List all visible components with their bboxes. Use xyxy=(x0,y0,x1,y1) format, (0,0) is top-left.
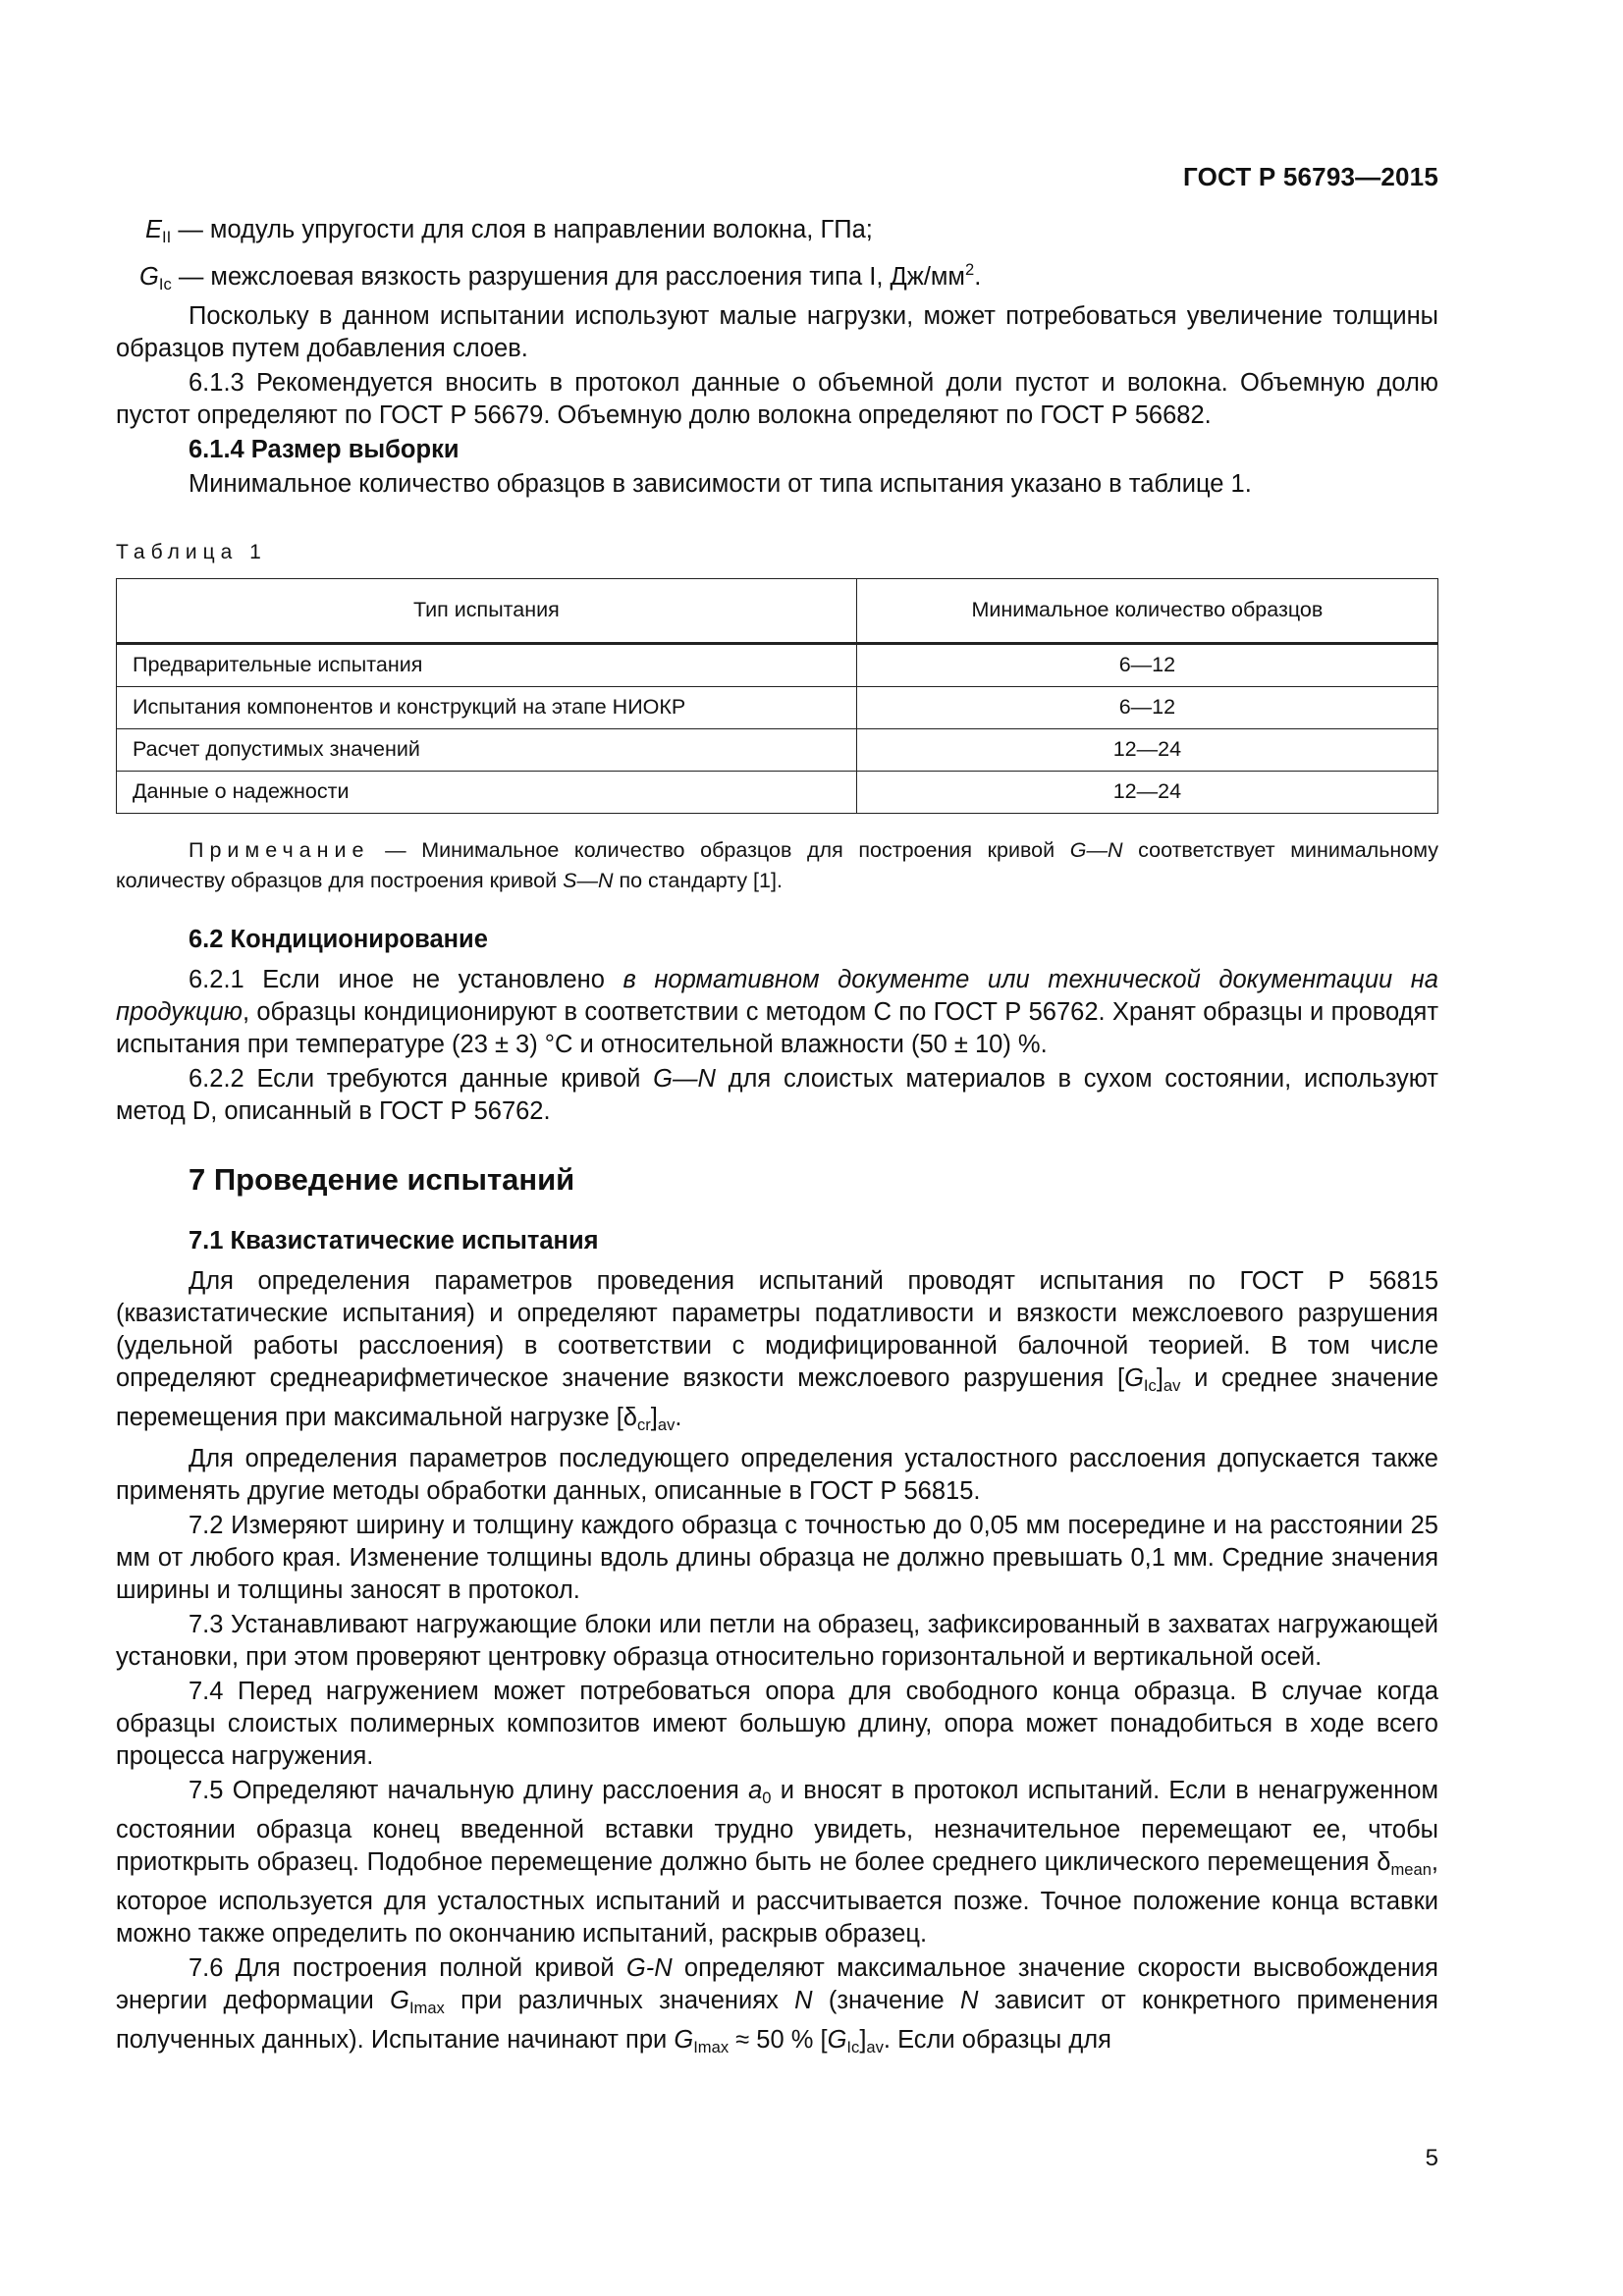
paragraph-6-1-4: Минимальное количество образцов в зависимости от типа испытания указано в таблице 1. xyxy=(189,469,1252,498)
paragraph-7-4: 7.4 Перед нагружением может потребоваться опора для свободного конца образца. В случае когда образцы слоистых полимерных композитов имеют большую длину, опора может понадобиться в ходе всего процесса нагружения. xyxy=(116,1677,1438,1770)
paragraph-7-5: 7.5 Определяют начальную длину расслоения $a_0$ и вносят в протокол испытаний. Если в ненагруженном состоянии образца конец введенной вставки трудно увидеть, незначительное перемещают ее, чтобы приоткрыть образец. Подобное перемещение должно быть не более среднего циклического перемещения $\delta_{mean}$, которое используется для усталостных испытаний и рассчитывается позже. Точное положение конца вставки можно также определить по окончанию испытаний, раскрыв образец. xyxy=(116,1776,1438,1948)
heading-7-1: 7.1 Квазистатические испытания xyxy=(189,1226,599,1255)
paragraph-small-loads: Поскольку в данном испытании используют малые нагрузки, может потребоваться увеличение толщины образцов путем добавления слоев. xyxy=(116,301,1438,362)
definition-e: $E_{II}$ — модуль упругости для слоя в направлении волокна, ГПа; xyxy=(145,216,873,246)
paragraph-6-2-2: 6.2.2 Если требуются данные кривой G—N для слоистых материалов в сухом состоянии, используют метод D, описанный в ГОСТ Р 56762. xyxy=(116,1064,1438,1125)
table-row xyxy=(117,771,1438,813)
table-row xyxy=(117,643,1438,686)
paragraph-6-1-3: 6.1.3 Рекомендуется вносить в протокол данные о объемной доли пустот и волокна. Объемную долю пустот определяют по ГОСТ Р 56679. Объемную долю волокна определяют по ГОСТ Р 56682. xyxy=(116,368,1438,429)
table-row xyxy=(117,686,1438,728)
paragraph-7-6: 7.6 Для построения полной кривой G-N определяют максимальное значение скорости высвобождения энергии деформации $G_{Imax}$ при различных значениях N (значение N зависит от конкретного применения полученных данных). Испытание начинают при $G_{Imax} \approx 50$ % $[G_{Ic}]_{av}$. Если образцы для xyxy=(116,1953,1438,2056)
table-cell: 6—12 xyxy=(856,686,1437,728)
page-body xyxy=(116,214,1438,2063)
table-cell: 12—24 xyxy=(856,728,1437,771)
paragraph-7-3: 7.3 Устанавливают нагружающие блоки или петли на образец, зафиксированный в захватах нагружающей установки, при этом проверяют центровку образца относительно горизонтальной и вертикальной осей. xyxy=(116,1610,1438,1671)
table-header-cell: Минимальное количество образцов xyxy=(856,578,1437,643)
paragraph-7-2: 7.2 Измеряют ширину и толщину каждого образца с точностью до 0,05 мм посередине и на расстоянии 25 мм от любого края. Изменение толщины вдоль длины образца не должно превышать 0,1 мм. Средние значения ширины и толщины заносят в протокол. xyxy=(116,1511,1438,1604)
heading-6-1-4: 6.1.4 Размер выборки xyxy=(189,435,460,463)
table-cell: Данные о надежности xyxy=(117,771,857,813)
definition-g: $G_{Ic}$ — межслоевая вязкость разрушения для расслоения типа I, $Дж/мм^2$. xyxy=(139,259,982,294)
table-cell: Предварительные испытания xyxy=(117,643,857,686)
table-caption: Таблица 1 xyxy=(116,540,267,563)
table-header-row xyxy=(117,578,1438,643)
table-cell: Расчет допустимых значений xyxy=(117,728,857,771)
table-row xyxy=(117,728,1438,771)
page-number: 5 xyxy=(1425,2145,1438,2171)
heading-6-2: 6.2 Кондиционирование xyxy=(189,925,488,953)
table-header-cell: Тип испытания xyxy=(117,578,857,643)
table-cell: Испытания компонентов и конструкций на этапе НИОКР xyxy=(117,686,857,728)
standard-code: ГОСТ Р 56793—2015 xyxy=(1183,162,1438,191)
table-cell: 12—24 xyxy=(856,771,1437,813)
paragraph-7-1-alt-methods: Для определения параметров последующего определения усталостного расслоения допускается также применять другие методы обработки данных, описанные в ГОСТ Р 56815. xyxy=(116,1444,1438,1505)
table-note: Примечание — Минимальное количество образцов для построения кривой G—N соответствует минимальному количеству образцов для построения кривой S—N по стандарту [1]. xyxy=(116,837,1439,892)
paragraph-6-2-1: 6.2.1 Если иное не установлено в нормативном документе или технической документации на продукцию, образцы кондиционируют в соответствии с методом С по ГОСТ Р 56762. Хранят образцы и проводят испытания при температуре (23 ± 3) °С и относительной влажности (50 ± 10) %. xyxy=(116,965,1438,1058)
table-cell: 6—12 xyxy=(856,643,1437,686)
table-1 xyxy=(116,578,1438,814)
paragraph-7-1: Для определения параметров проведения испытаний проводят испытания по ГОСТ Р 56815 (квазистатические испытания) и определяют параметры податливости и вязкости межслоевого разрушения (удельной работы расслоения) в соответствии с модифицированной балочной теорией. В том числе определяют среднеарифметическое значение вязкости межслоевого разрушения $[G_{Ic}]_{av}$ и среднее значение перемещения при максимальной нагрузке $[\delta_{cr}]_{av}$. xyxy=(116,1266,1438,1434)
heading-section-7: 7 Проведение испытаний xyxy=(189,1161,575,1197)
